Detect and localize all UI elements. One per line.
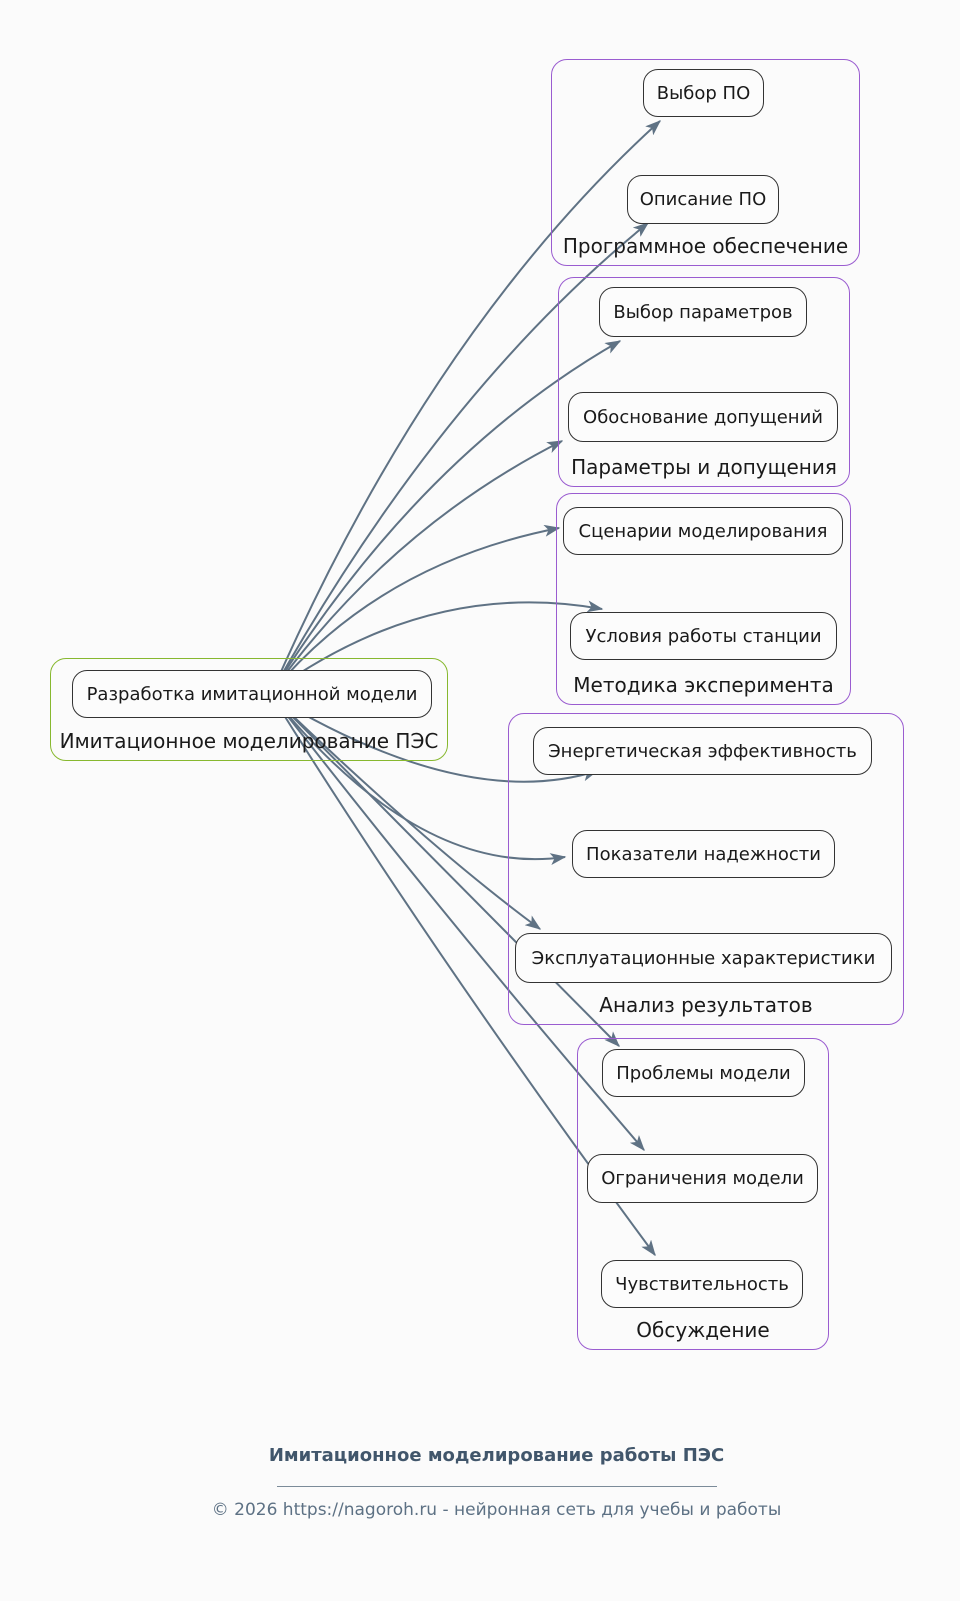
node-operational-characteristics: Эксплуатационные характеристики xyxy=(515,933,892,983)
node-modeling-scenarios: Сценарии моделирования xyxy=(563,507,843,555)
group-root-label: Имитационное моделирование ПЭС xyxy=(59,729,439,753)
node-model-problems: Проблемы модели xyxy=(602,1049,805,1097)
node-model-limitations: Ограничения модели xyxy=(587,1154,818,1203)
footer-title: Имитационное моделирование работы ПЭС xyxy=(268,1445,725,1466)
group-discussion-label: Обсуждение xyxy=(636,1318,770,1342)
group-software-label: Программное обеспечение xyxy=(562,234,849,258)
group-methodology-label: Методика эксперимента xyxy=(573,673,834,697)
arrow-to-assumptions xyxy=(272,441,562,692)
footer-divider xyxy=(277,1486,717,1487)
node-sensitivity: Чувствительность xyxy=(601,1260,803,1308)
node-parameter-selection: Выбор параметров xyxy=(599,287,807,337)
node-station-conditions: Условия работы станции xyxy=(570,612,837,660)
node-assumptions-justification: Обоснование допущений xyxy=(568,392,838,442)
group-analysis-label: Анализ результатов xyxy=(599,993,813,1017)
footer xyxy=(33,1445,960,1521)
footer-copyright: © 2026 https://nagoroh.ru - нейронная сеть для учебы и работы xyxy=(211,1500,782,1520)
node-software-selection: Выбор ПО xyxy=(643,69,764,117)
node-model-development: Разработка имитационной модели xyxy=(72,670,432,718)
node-software-description: Описание ПО xyxy=(627,175,779,224)
group-parameters-label: Параметры и допущения xyxy=(571,455,837,479)
node-reliability-indicators: Показатели надежности xyxy=(572,830,835,878)
node-energy-efficiency: Энергетическая эффективность xyxy=(533,727,872,775)
